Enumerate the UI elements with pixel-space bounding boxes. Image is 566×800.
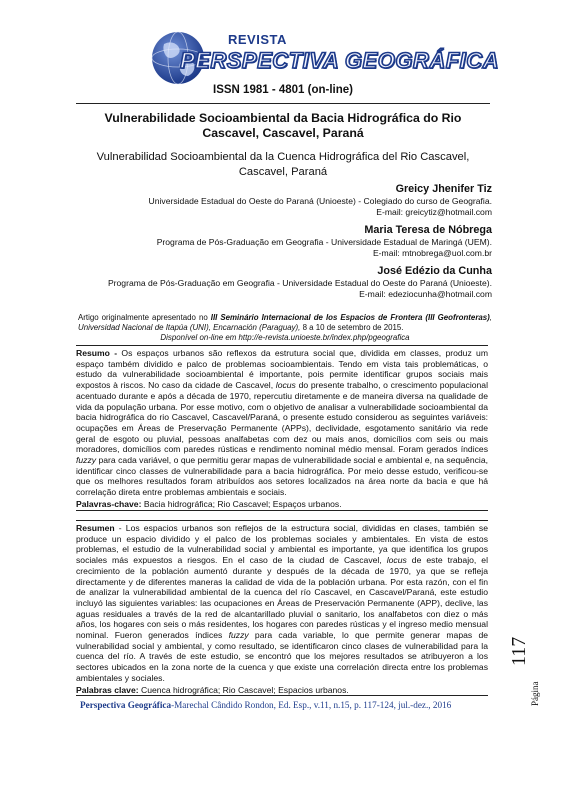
- header-divider: [76, 103, 490, 104]
- author-affiliation: Universidade Estadual do Oeste do Paraná (Unioeste) - Colegiado do curso de Geografia.: [148, 196, 492, 206]
- note-dates: 8 a 10 de setembro de 2015.: [300, 323, 404, 333]
- keywords-label: Palavras-chave:: [76, 498, 142, 509]
- article-title: Vulnerabilidade Socioambiental da Bacia Hidrográfica do Rio Cascavel, Cascavel, Paraná: [104, 111, 462, 140]
- journal-footer: [80, 700, 510, 710]
- author-block: [78, 264, 492, 300]
- resumen-italic: fuzzy: [228, 630, 249, 641]
- logo-revista-text: REVISTA: [228, 32, 287, 47]
- resumo-italic: locus: [275, 380, 296, 391]
- page-number-value: 117: [508, 636, 530, 666]
- footer-citation: -Marechal Cândido Rondon, Ed. Esp., v.11, n.15, p. 117-124, jul.-dez., 2016: [171, 700, 452, 710]
- abstract-spanish: [76, 520, 488, 696]
- resumo-text: Os espaços urbanos são reflexos da estrutura social que, dividida em classes, produz um espaço também dividido e palco de problemas socioambientais. Tendo em vista tais problemáticas, o estudo da vulnerabilidade socioambiental é importante, pois permite identificar grupos sociais mais expostos à riscos. No caso da cidade de Cascavel,: [76, 348, 488, 391]
- resumen-text: de este trabajo, el crecimiento de la población aumentó durante y después de la década de 1970, ya que se refleja directamente y de diferentes maneras la calidad de vida de la población urbana. Por esta razón, con el fin de analizar la vulnerabilidad ambiental de la cuenca del río Cascavel, en Cascavel/Paraná, este estudio incluyó las siguientes variables: las ocupaciones en Áreas de Preservación Permanente (APP), declive, las aguas residuales a través de la red de alcantarillado pluvial o sanitario, los analfabetos con diez o más años, los hogares con seis o más residentes, los hogares con paredes rústicas y el ingreso medio mensual nominal. Fueron generados índices: [76, 555, 488, 641]
- resumen-text: - Los espacios urbanos son reflejos de la estructura social, divididas en clases, también se produce un espacio dividido y el palco de los problemas sociales y ambientales. En vista de estos problemas, el estudio de la vulnerabilidad social y ambiental es importante, ya que identifica los grupos sociales más expuestos a riesgos. En el caso de la ciudad de Cascavel,: [76, 523, 488, 566]
- online-availability[interactable]: Disponível on-line em http://e-revista.unioeste.br/index.php/pgeografica: [160, 333, 410, 343]
- article-title-spanish: Vulnerabilidad Socioambiental da la Cuenca Hidrográfica del Rio Cascavel, Cascavel, Paraná: [96, 151, 470, 178]
- journal-logo: [150, 28, 500, 88]
- note-event: III Seminário Internacional de los Espacios de Frontera (III Geofronteras): [210, 313, 490, 322]
- author-email[interactable]: E-mail: greicytiz@hotmail.com: [376, 207, 492, 217]
- page-number-label: Página: [530, 681, 540, 706]
- author-name: José Edézio da Cunha: [377, 265, 492, 277]
- resumo-text: do presente trabalho, o crescimento populacional acentuado durante e após a década de 1970, repercutiu diretamente e de maneira diversa na qualidade de vida da população urbana. Por esse motivo, com o objetivo de analisar a vulnerabilidade socioambiental da bacia hidrográfica do rio Cascavel, Cascavel/Paraná, o presente estudo considerou as seguintes variáveis: ocupações em Áreas de Preservação Permanente (APPs), declividade, esgotamento sanitário via rede geral de esgoto ou pluvial, pessoas analfabetas com dez ou mais anos, domicílios com seis ou mais moradores, domicílios com paredes rústicas e rendimento nominal médio mensal. Foram gerados índices: [76, 380, 488, 455]
- note-venue: , Universidad Nacional de Itapúa (UNI), Encarnación (Paraguay),: [78, 313, 492, 333]
- issn: ISSN 1981 - 4801 (on-line): [213, 84, 353, 96]
- author-email[interactable]: E-mail: mtnobrega@uol.com.br: [372, 248, 492, 258]
- palabras-clave: Cuenca hidrográfica; Rio Cascavel; Espacios urbanos.: [138, 684, 349, 695]
- author-affiliation: Programa de Pós-Graduação em Geografia - Universidade Estadual de Maringá (UEM).: [156, 237, 492, 247]
- author-email[interactable]: E-mail: edeziocunha@hotmail.com: [359, 289, 492, 299]
- footer-journal: Perspectiva Geográfica: [80, 700, 172, 710]
- keywords: Bacia hidrográfica; Rio Cascavel; Espaços urbanos.: [141, 498, 342, 509]
- resumo-text: para cada variável, o que permitiu gerar mapas de vulnerabilidade social e ambiental e, na sequência, identificar cinco classes de vulnerabilidade para a bacia hidrográfica. Por meio desse estudo, verificou-se que os melhores resultados foram atribuídos aos setores localizados na área norte da bacia e que há correlação direta entre problemas ambientais e sociais.: [76, 455, 488, 498]
- resumo-italic: fuzzy: [76, 455, 97, 466]
- author-block: [78, 223, 492, 259]
- author-name: Maria Teresa de Nóbrega: [364, 224, 492, 236]
- logo-journal-name: PERSPECTIVA GEOGRÁFICA: [180, 48, 500, 73]
- palabras-clave-label: Palabras clave:: [76, 684, 139, 695]
- abstract-portuguese: [76, 345, 488, 511]
- author-affiliation: Programa de Pós-Graduação em Geografia - Universidade Estadual do Oeste do Paraná (Unioeste).: [107, 278, 492, 288]
- note-prefix: Artigo originalmente apresentado no: [78, 313, 211, 322]
- resumen-italic: locus: [386, 555, 407, 566]
- presentation-note: [78, 313, 492, 344]
- resumen-label: Resumen: [76, 523, 115, 533]
- resumen-text: para cada variable, lo que permite generar mapas de vulnerabilidad social y ambiental, y como resultado, se identificaron cinco clases de vulnerabilidad para la cuenca del río. A través de este estudio, se encontró que los mejores resultados se atribuyeron a los sectores ubicados en la zona norte de la cuenca y que existe una correlación directa entre los problemas ambientales y sociales.: [76, 630, 488, 683]
- author-block: [78, 182, 492, 218]
- page-number: [506, 600, 546, 710]
- resumo-label: Resumo -: [76, 348, 118, 358]
- author-name: Greicy Jhenifer Tiz: [395, 183, 492, 195]
